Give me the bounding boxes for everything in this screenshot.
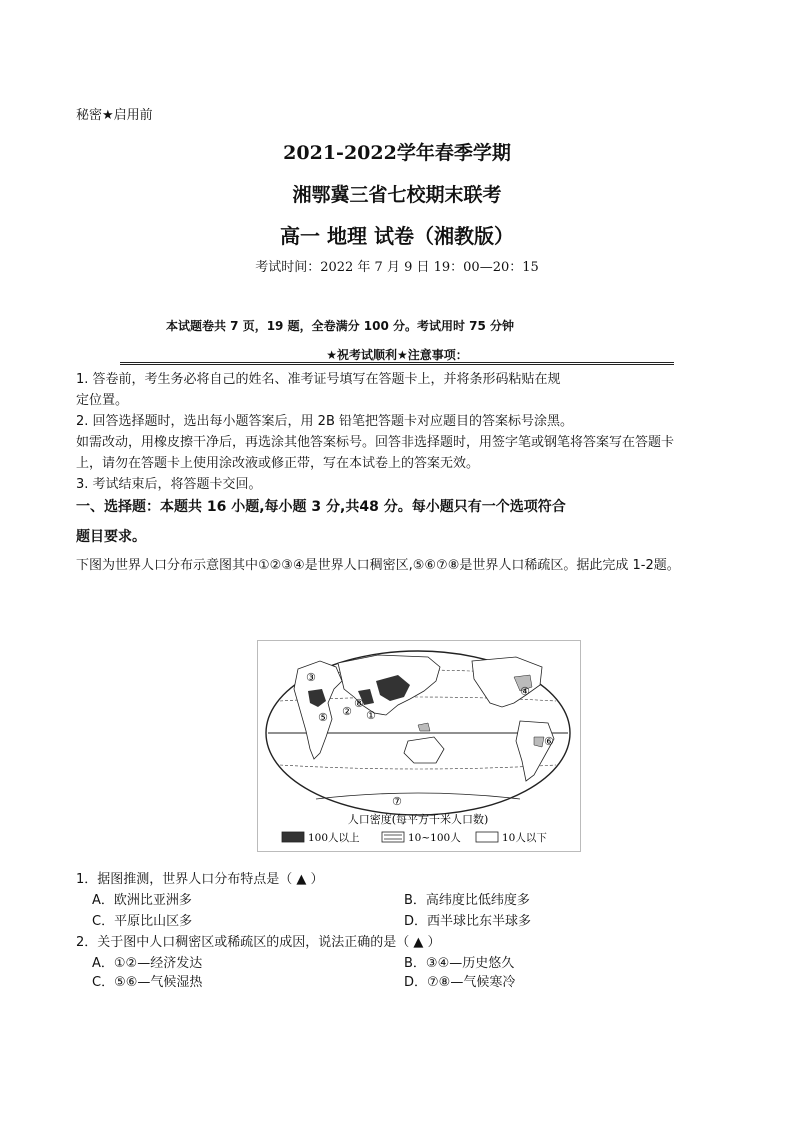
question-1-option-b: B．高纬度比低纬度多 — [404, 893, 530, 908]
legend-title: 人口密度(每平方千米人口数) — [347, 813, 489, 826]
question-2-option-a: A．①②—经济发达 — [92, 956, 203, 971]
question-1-option-d: D．西半球比东半球多 — [404, 914, 532, 929]
region-label: ⑥ — [544, 735, 554, 748]
note-line: 3. 考试结束后，将答题卡交回。 — [76, 477, 262, 492]
region-label: ② — [342, 705, 352, 718]
notice-title: ★祝考试顺利★注意事项： — [326, 348, 468, 362]
legend-swatch-sparse — [476, 832, 498, 842]
term-title: 2021-2022学年春季学期 — [283, 142, 511, 164]
question-1-stem: 1．据图推测，世界人口分布特点是（ ▲ ） — [76, 872, 324, 887]
note-line: 定位置。 — [76, 393, 129, 408]
question-1-option-a: A．欧洲比亚洲多 — [92, 893, 192, 908]
legend-label: 100人以上 — [308, 832, 360, 844]
question-1-option-c: C．平原比山区多 — [92, 914, 193, 929]
question-2-option-b: B．③④—历史悠久 — [404, 956, 515, 971]
paper-summary: 本试题卷共 7 页，19 题，全卷满分 100 分。考试用时 75 分钟 — [166, 319, 515, 333]
region-label: ⑦ — [392, 795, 402, 808]
subject-title: 高一 地理 试卷（湘教版） — [280, 224, 514, 248]
region-label: ⑧ — [354, 697, 364, 710]
question-2-option-d: D．⑦⑧—气候寒冷 — [404, 975, 516, 990]
legend-swatch-dense — [282, 832, 304, 842]
question-2-option-c: C．⑤⑥—气候湿热 — [92, 975, 203, 990]
section-heading: 一、选择题：本题共 16 小题,每小题 3 分,共48 分。每小题只有一个选项符合 — [76, 499, 566, 515]
region-label: ③ — [306, 671, 316, 684]
region-label: ① — [366, 709, 376, 722]
exam-name: 湘鄂冀三省七校期末联考 — [292, 184, 502, 206]
section-heading-cont: 题目要求。 — [76, 529, 146, 545]
question-2-stem: 2．关于图中人口稠密区或稀疏区的成因，说法正确的是（ ▲ ） — [76, 935, 441, 950]
note-line: 如需改动，用橡皮擦干净后，再选涂其他答案标号。回答非选择题时，用签字笔或钢笔将答案写在答题卡 — [76, 435, 675, 450]
note-line: 2. 回答选择题时，选出每小题答案后，用 2B 铅笔把答题卡对应题目的答案标号涂黑。 — [76, 414, 573, 429]
note-line: 1. 答卷前，考生务必将自己的姓名、准考证号填写在答题卡上，并将条形码粘贴在规 — [76, 372, 561, 387]
note-line: 上，请勿在答题卡上使用涂改液或修正带，写在本试卷上的答案无效。 — [76, 456, 480, 471]
legend-label: 10人以下 — [502, 832, 547, 844]
region-label: ⑤ — [318, 711, 328, 724]
region-label: ④ — [520, 685, 530, 698]
question-intro: 下图为世界人口分布示意图其中①②③④是世界人口稠密区,⑤⑥⑦⑧是世界人口稀疏区。据此完成 1-2题。 — [76, 558, 680, 573]
world-population-map — [257, 640, 581, 852]
legend-swatch-medium — [382, 832, 404, 842]
secret-label: 秘密★启用前 — [76, 108, 153, 123]
legend-label: 10~100人 — [408, 832, 461, 844]
exam-time: 考试时间：2022 年 7 月 9 日 19：00—20：15 — [255, 260, 539, 275]
notice-divider — [120, 362, 674, 365]
